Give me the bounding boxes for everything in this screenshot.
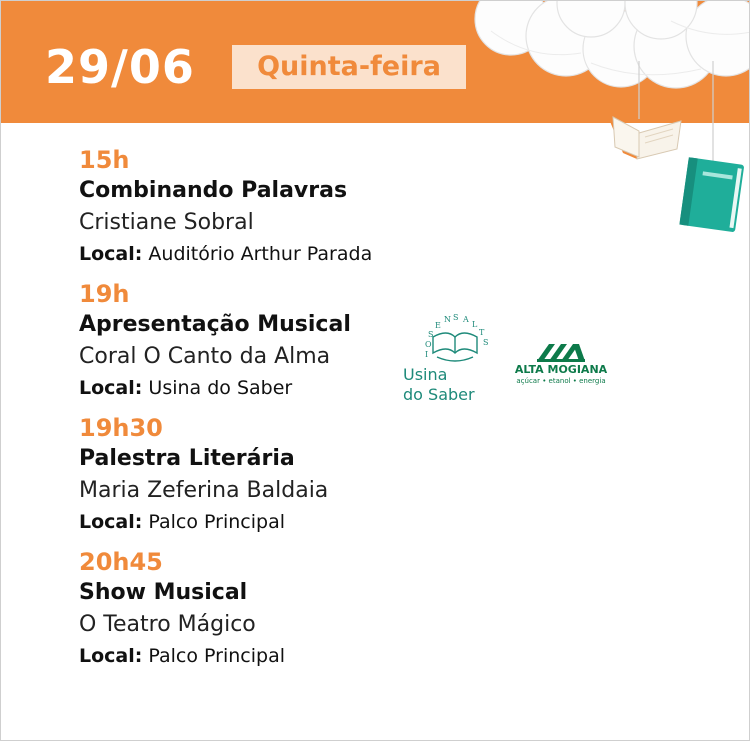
event-location xyxy=(79,641,372,671)
event-title: Apresentação Musical xyxy=(79,312,351,337)
event-artist: O Teatro Mágico xyxy=(79,612,256,637)
event-location xyxy=(79,507,372,537)
event-location xyxy=(79,373,372,403)
svg-text:S: S xyxy=(453,313,459,322)
usina-do-saber-logo xyxy=(403,313,495,413)
hanging-books-icon xyxy=(601,61,750,241)
event-location xyxy=(79,239,372,269)
event-title: Combinando Palavras xyxy=(79,178,348,203)
location-value: Palco Principal xyxy=(148,645,286,667)
event-time: 20h45 xyxy=(79,548,163,576)
svg-text:O: O xyxy=(425,340,432,349)
usina-line2: do Saber xyxy=(403,385,475,404)
event-artist: Coral O Canto da Alma xyxy=(79,344,331,369)
svg-text:I: I xyxy=(425,350,429,359)
open-book-icon xyxy=(609,117,681,159)
usina-line1: Usina xyxy=(403,365,448,384)
event-title: Palestra Literária xyxy=(79,446,295,471)
location-label: Local: xyxy=(79,377,143,399)
event-time: 19h30 xyxy=(79,414,163,442)
schedule-list xyxy=(79,145,372,681)
event-time: 19h xyxy=(79,280,130,308)
event-item xyxy=(79,413,372,537)
alta-mogiana-logo xyxy=(509,341,613,391)
event-title: Show Musical xyxy=(79,580,248,605)
svg-text:S: S xyxy=(483,338,489,347)
svg-text:S: S xyxy=(428,330,434,339)
closed-book-icon xyxy=(679,157,744,232)
location-value: Auditório Arthur Parada xyxy=(148,243,373,265)
alta-mogiana-name: ALTA MOGIANA xyxy=(514,363,608,376)
event-artist: Cristiane Sobral xyxy=(79,210,254,235)
event-item xyxy=(79,279,372,403)
event-artist: Maria Zeferina Baldaia xyxy=(79,478,329,503)
location-label: Local: xyxy=(79,645,143,667)
alta-mogiana-tagline: açúcar • etanol • energia xyxy=(516,377,606,385)
svg-text:A: A xyxy=(463,315,469,324)
event-date: 29/06 xyxy=(45,40,195,94)
event-time: 15h xyxy=(79,146,130,174)
location-value: Palco Principal xyxy=(148,511,286,533)
alta-mogiana-mark-icon xyxy=(509,341,613,363)
open-book-logo-icon xyxy=(403,313,495,369)
svg-text:N: N xyxy=(444,315,451,324)
location-value: Usina do Saber xyxy=(148,377,293,399)
location-label: Local: xyxy=(79,511,143,533)
svg-text:T: T xyxy=(479,328,485,337)
event-item xyxy=(79,547,372,671)
svg-text:L: L xyxy=(472,320,478,329)
event-item xyxy=(79,145,372,269)
svg-text:E: E xyxy=(435,321,441,330)
location-label: Local: xyxy=(79,243,143,265)
weekday-badge: Quinta-feira xyxy=(232,45,466,89)
